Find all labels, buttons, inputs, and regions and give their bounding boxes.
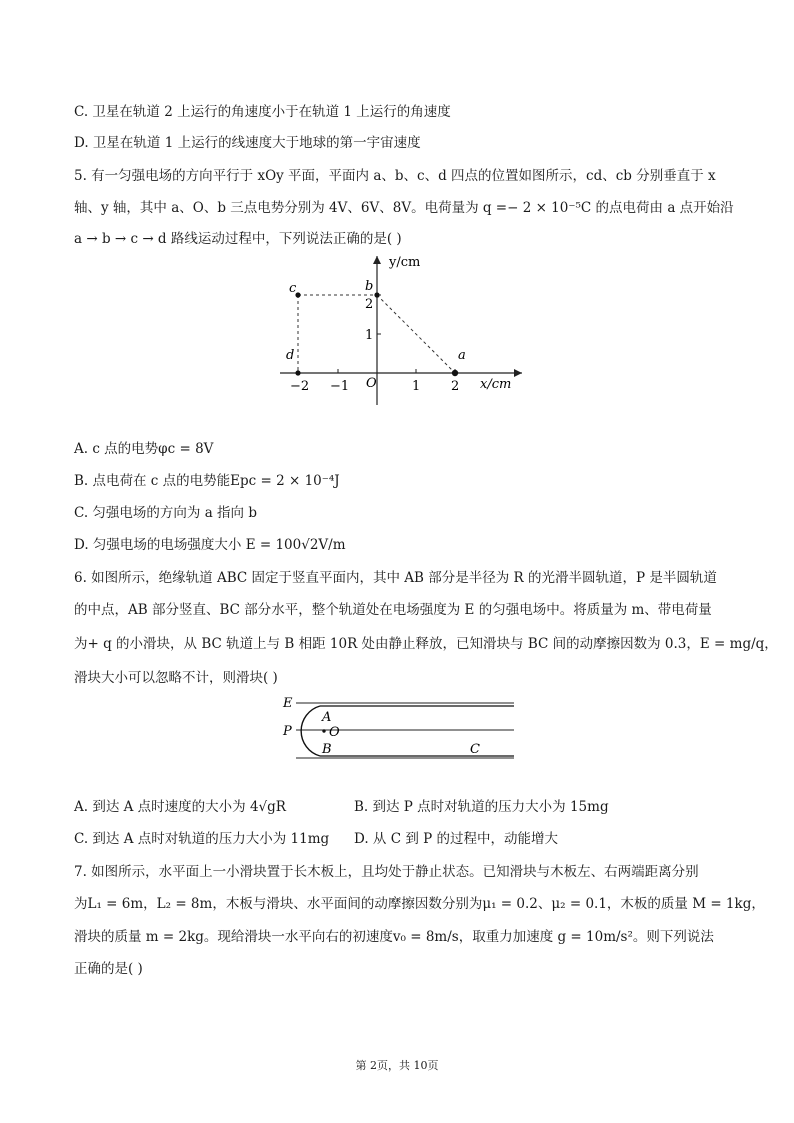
point-a	[452, 370, 458, 376]
point-b-label: b	[365, 279, 374, 294]
q6-track-figure	[278, 690, 528, 765]
q5-option-b: B. 点电荷在 c 点的电势能Epc = 2 × 10⁻⁴J	[74, 473, 340, 489]
center-dot	[322, 729, 325, 732]
point-d-label: d	[286, 348, 295, 363]
page-footer: 第 2页，共 10页	[355, 1059, 439, 1072]
semicircle-track	[301, 706, 320, 756]
q5-stem-line1: 5. 有一匀强电场的方向平行于 xOy 平面，平面内 a、b、c、d 四点的位置如图所示，cd、cb 分别垂直于 x	[74, 168, 716, 184]
q5-option-d: D. 匀强电场的电场强度大小 E = 100√2V/m	[74, 537, 346, 553]
q5-coordinate-figure	[270, 250, 530, 410]
q7-stem-line4: 正确的是( )	[74, 961, 143, 977]
point-a-label: a	[458, 348, 466, 363]
x-tick-label: 1	[412, 379, 421, 394]
y-tick-label: 1	[365, 328, 374, 343]
q6-stem-line1: 6. 如图所示，绝缘轨道 ABC 固定于竖直平面内，其中 AB 部分是半径为 R 的光滑半圆轨道，P 是半圆轨道	[74, 570, 717, 586]
q5-stem-line2: 轴、y 轴，其中 a、O、b 三点电势分别为 4V、6V、8V。电荷量为 q =− 2 × 10⁻⁵C 的点电荷由 a 点开始沿	[74, 200, 734, 216]
y-axis-label: y/cm	[389, 255, 421, 270]
x-axis-label: x/cm	[480, 377, 512, 392]
q5-option-c: C. 匀强电场的方向为 a 指向 b	[74, 505, 257, 521]
segment-ba	[377, 295, 455, 373]
q6-option-c: C. 到达 A 点时对轨道的压力大小为 11mg	[74, 831, 330, 847]
x-axis-arrow-icon	[514, 369, 522, 377]
x-tick-label: −2	[290, 379, 310, 394]
label-p: P	[283, 724, 292, 739]
x-tick-label: −1	[330, 379, 350, 394]
x-tick-label: 2	[451, 379, 460, 394]
q5-option-a: A. c 点的电势φc = 8V	[74, 441, 214, 457]
q6-stem-line3: 为+ q 的小滑块，从 BC 轨道上与 B 相距 10R 处由静止释放，已知滑块与 BC 间的动摩擦因数为 0.3，E = mg/q，	[74, 636, 778, 652]
q6-option-b: B. 到达 P 点时对轨道的压力大小为 15mg	[354, 799, 609, 815]
q4-option-d: D. 卫星在轨道 1 上运行的线速度大于地球的第一宇宙速度	[74, 135, 421, 151]
y-axis-arrow-icon	[373, 256, 381, 264]
label-e: E	[283, 696, 293, 711]
q6-stem-line4: 滑块大小可以忽略不计，则滑块( )	[74, 670, 278, 686]
q4-option-c: C. 卫星在轨道 2 上运行的角速度小于在轨道 1 上运行的角速度	[74, 104, 451, 120]
q7-stem-line1: 7. 如图所示，水平面上一小滑块置于长木板上，且均处于静止状态。已知滑块与木板左、右两端距离分别	[74, 864, 699, 880]
q5-stem-line3: a → b → c → d 路线运动过程中，下列说法正确的是( )	[74, 231, 402, 247]
label-a: A	[322, 710, 332, 725]
q6-option-d: D. 从 C 到 P 的过程中，动能增大	[354, 831, 559, 847]
q7-stem-line2: 为L₁ = 6m，L₂ = 8m，木板与滑块、水平面间的动摩擦因数分别为μ₁ = 0.2、μ₂ = 0.1，木板的质量 M = 1kg，	[74, 896, 765, 912]
point-d	[295, 370, 300, 375]
q7-stem-line3: 滑块的质量 m = 2kg。现给滑块一水平向右的初速度v₀ = 8m/s，取重力加速度 g = 10m/s²。则下列说法	[74, 929, 714, 945]
q6-stem-line2: 的中点，AB 部分竖直、BC 部分水平，整个轨道处在电场强度为 E 的匀强电场中。将质量为 m、带电荷量	[74, 602, 712, 618]
origin-label: O	[366, 376, 377, 391]
point-b	[374, 292, 379, 297]
point-c-label: c	[289, 281, 297, 296]
label-c: C	[470, 742, 480, 757]
label-b: B	[322, 742, 332, 757]
label-o: O	[329, 725, 340, 740]
y-tick-label: 2	[365, 297, 374, 312]
q6-option-a: A. 到达 A 点时速度的大小为 4√gR	[74, 799, 286, 815]
